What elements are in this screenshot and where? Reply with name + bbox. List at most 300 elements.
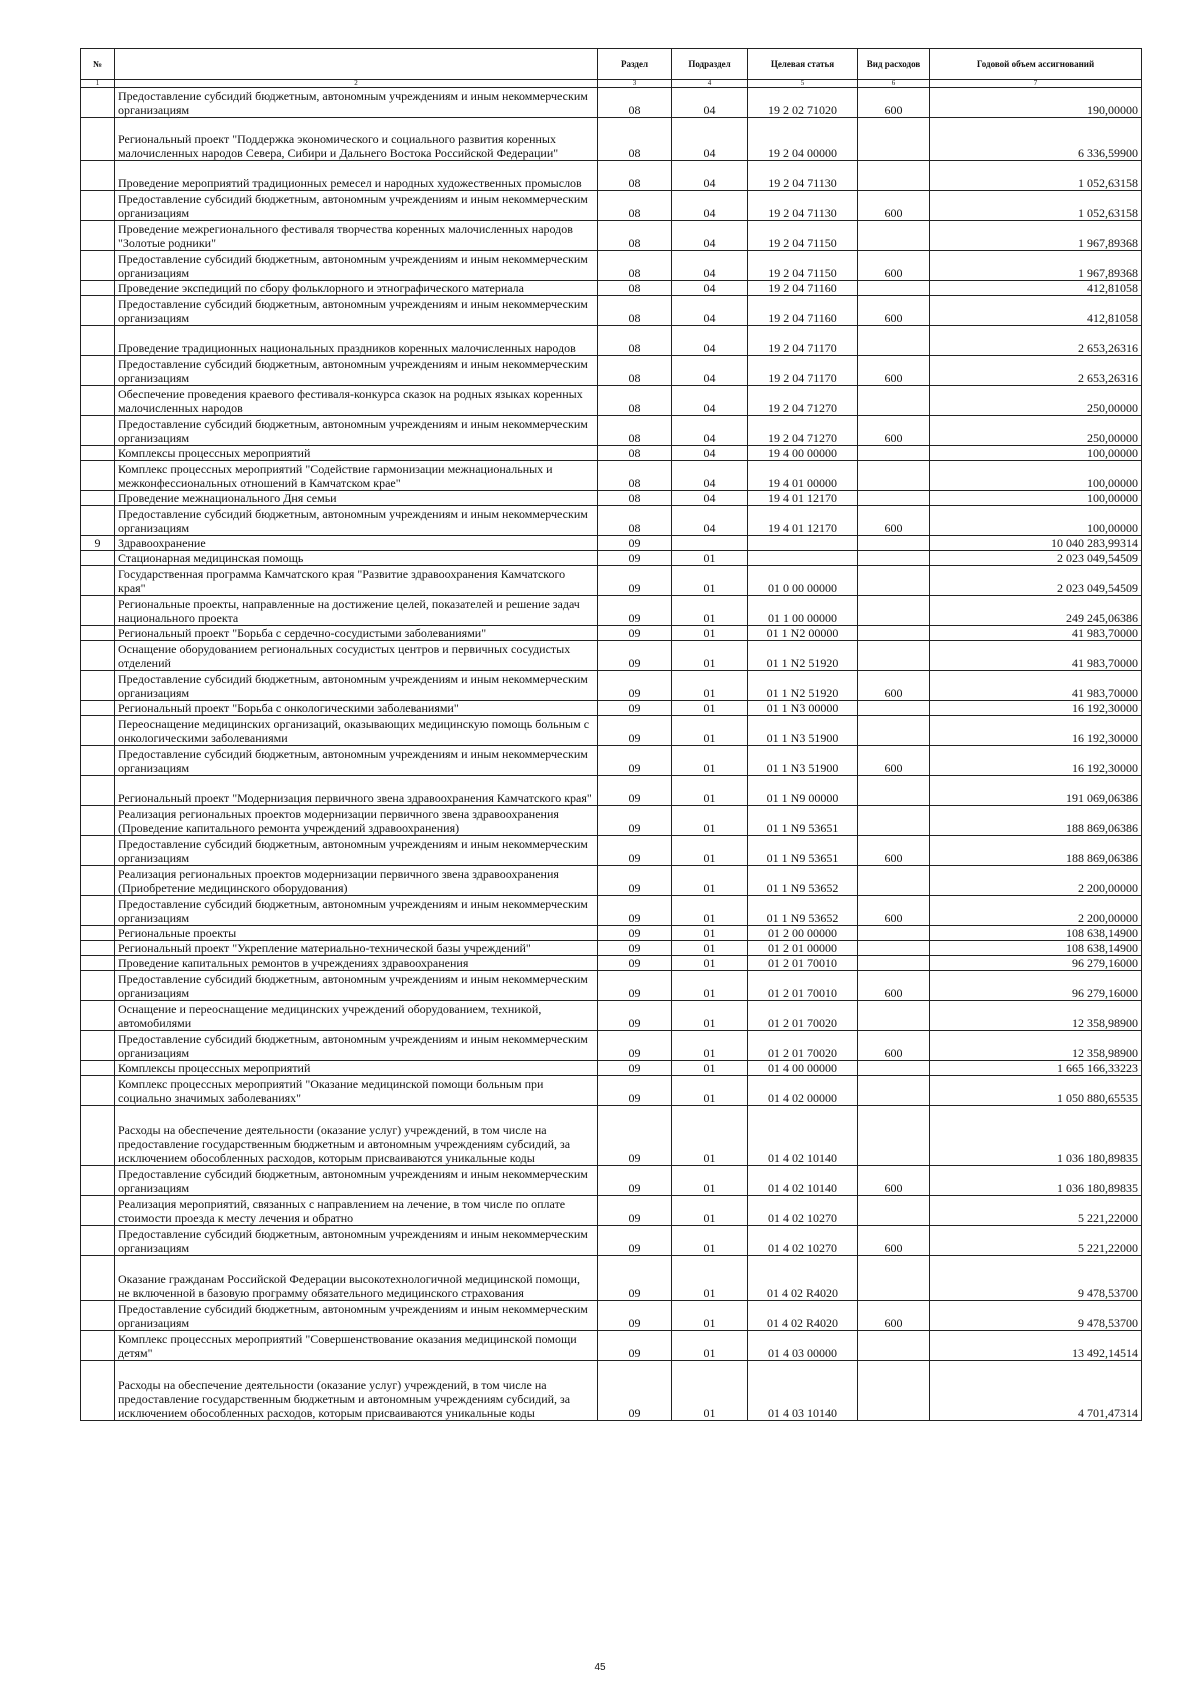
item-name: Реализация региональных проектов модернизации первичного звена здравоохранения (Проведение капитального ремонта учреждений здравоохранения) <box>115 806 598 836</box>
subsection-code: 04 <box>672 251 748 281</box>
row-number <box>81 1166 115 1196</box>
row-number <box>81 251 115 281</box>
table-row <box>81 118 1142 161</box>
item-name: Проведение межнационального Дня семьи <box>115 491 598 506</box>
table-row <box>81 326 1142 356</box>
item-name: Государственная программа Камчатского края "Развитие здравоохранения Камчатского края" <box>115 566 598 596</box>
expense-type-code <box>858 926 930 941</box>
target-article-code: 01 4 03 00000 <box>748 1331 858 1361</box>
row-number <box>81 221 115 251</box>
table-row <box>81 1031 1142 1061</box>
subsection-code: 01 <box>672 716 748 746</box>
table-row <box>81 88 1142 118</box>
expense-type-code <box>858 536 930 551</box>
item-name: Региональный проект "Модернизация первичного звена здравоохранения Камчатского края" <box>115 776 598 806</box>
row-number: 9 <box>81 536 115 551</box>
allocation-amount: 12 358,98900 <box>930 1001 1142 1031</box>
section-code: 09 <box>598 716 672 746</box>
subsection-code: 04 <box>672 416 748 446</box>
subsection-code: 04 <box>672 161 748 191</box>
target-article-code <box>748 551 858 566</box>
section-code: 08 <box>598 88 672 118</box>
subsection-code: 04 <box>672 356 748 386</box>
section-code: 09 <box>598 671 672 701</box>
expense-type-code: 600 <box>858 1301 930 1331</box>
expense-type-code <box>858 806 930 836</box>
row-number <box>81 1361 115 1421</box>
item-name: Реализация мероприятий, связанных с направлением на лечение, в том числе по оплате стоимости проезда к месту лечения и обратно <box>115 1196 598 1226</box>
section-code: 09 <box>598 971 672 1001</box>
subsection-code: 01 <box>672 641 748 671</box>
expense-type-code <box>858 326 930 356</box>
section-code: 09 <box>598 1061 672 1076</box>
header-target: Целевая статья <box>748 49 858 80</box>
target-article-code: 19 2 04 71160 <box>748 296 858 326</box>
item-name: Региональный проект "Борьба с сердечно-сосудистыми заболеваниями" <box>115 626 598 641</box>
table-row <box>81 551 1142 566</box>
column-index: 5 <box>748 80 858 88</box>
expense-type-code <box>858 281 930 296</box>
subsection-code: 01 <box>672 1361 748 1421</box>
table-row <box>81 956 1142 971</box>
table-row <box>81 251 1142 281</box>
subsection-code: 01 <box>672 866 748 896</box>
target-article-code: 01 2 01 70010 <box>748 956 858 971</box>
item-name: Предоставление субсидий бюджетным, автономным учреждениям и иным некоммерческим организациям <box>115 191 598 221</box>
allocation-amount: 1 665 166,33223 <box>930 1061 1142 1076</box>
allocation-amount: 249 245,06386 <box>930 596 1142 626</box>
table-row <box>81 641 1142 671</box>
column-index: 2 <box>115 80 598 88</box>
section-code: 09 <box>598 836 672 866</box>
expense-type-code: 600 <box>858 506 930 536</box>
expense-type-code: 600 <box>858 356 930 386</box>
table-row <box>81 386 1142 416</box>
allocation-amount: 13 492,14514 <box>930 1331 1142 1361</box>
target-article-code: 19 2 04 71150 <box>748 221 858 251</box>
allocation-amount: 12 358,98900 <box>930 1031 1142 1061</box>
row-number <box>81 716 115 746</box>
budget-allocation-table <box>80 48 1142 1421</box>
row-number <box>81 926 115 941</box>
expense-type-code <box>858 491 930 506</box>
allocation-amount: 4 701,47314 <box>930 1361 1142 1421</box>
item-name: Предоставление субсидий бюджетным, автономным учреждениям и иным некоммерческим организациям <box>115 836 598 866</box>
table-row <box>81 716 1142 746</box>
allocation-amount: 5 221,22000 <box>930 1196 1142 1226</box>
subsection-code: 01 <box>672 1256 748 1301</box>
expense-type-code <box>858 941 930 956</box>
row-number <box>81 701 115 716</box>
expense-type-code <box>858 716 930 746</box>
header-num: № <box>81 49 115 80</box>
item-name: Проведение традиционных национальных праздников коренных малочисленных народов <box>115 326 598 356</box>
item-name: Переоснащение медицинских организаций, оказывающих медицинскую помощь больным с онкологическими заболеваниями <box>115 716 598 746</box>
table-row <box>81 866 1142 896</box>
expense-type-code <box>858 596 930 626</box>
target-article-code: 01 1 N9 53651 <box>748 836 858 866</box>
target-article-code: 19 2 04 00000 <box>748 118 858 161</box>
subsection-code: 01 <box>672 626 748 641</box>
table-row <box>81 446 1142 461</box>
table-row <box>81 926 1142 941</box>
target-article-code: 01 4 02 R4020 <box>748 1256 858 1301</box>
target-article-code: 19 2 04 71130 <box>748 191 858 221</box>
table-row <box>81 896 1142 926</box>
allocation-amount: 2 200,00000 <box>930 866 1142 896</box>
target-article-code: 01 1 N3 51900 <box>748 746 858 776</box>
subsection-code: 01 <box>672 926 748 941</box>
expense-type-code: 600 <box>858 296 930 326</box>
item-name: Проведение экспедиций по сбору фольклорного и этнографического материала <box>115 281 598 296</box>
expense-type-code <box>858 1256 930 1301</box>
item-name: Предоставление субсидий бюджетным, автономным учреждениям и иным некоммерческим организациям <box>115 896 598 926</box>
table-row <box>81 1256 1142 1301</box>
allocation-amount: 96 279,16000 <box>930 971 1142 1001</box>
section-code: 09 <box>598 596 672 626</box>
allocation-amount: 1 967,89368 <box>930 221 1142 251</box>
section-code: 09 <box>598 701 672 716</box>
table-row <box>81 536 1142 551</box>
allocation-amount: 1 052,63158 <box>930 161 1142 191</box>
allocation-amount: 2 653,26316 <box>930 356 1142 386</box>
row-number <box>81 88 115 118</box>
table-row <box>81 1361 1142 1421</box>
expense-type-code: 600 <box>858 896 930 926</box>
target-article-code: 01 4 02 10140 <box>748 1106 858 1166</box>
row-number <box>81 461 115 491</box>
table-row <box>81 1226 1142 1256</box>
expense-type-code <box>858 161 930 191</box>
expense-type-code: 600 <box>858 251 930 281</box>
allocation-amount: 16 192,30000 <box>930 701 1142 716</box>
allocation-amount: 412,81058 <box>930 281 1142 296</box>
item-name: Оказание гражданам Российской Федерации высокотехнологичной медицинской помощи, не включенной в базовую программу обязательного медицинского страхования <box>115 1256 598 1301</box>
expense-type-code <box>858 956 930 971</box>
section-code: 09 <box>598 956 672 971</box>
subsection-code <box>672 536 748 551</box>
section-code: 08 <box>598 461 672 491</box>
item-name: Комплекс процессных мероприятий "Совершенствование оказания медицинской помощи детям" <box>115 1331 598 1361</box>
expense-type-code <box>858 626 930 641</box>
target-article-code: 01 2 01 70020 <box>748 1031 858 1061</box>
subsection-code: 04 <box>672 281 748 296</box>
table-row <box>81 1001 1142 1031</box>
subsection-code: 01 <box>672 596 748 626</box>
allocation-amount: 108 638,14900 <box>930 941 1142 956</box>
item-name: Проведение межрегионального фестиваля творчества коренных малочисленных народов "Золотые родники" <box>115 221 598 251</box>
target-article-code: 01 2 00 00000 <box>748 926 858 941</box>
section-code: 08 <box>598 491 672 506</box>
allocation-amount: 5 221,22000 <box>930 1226 1142 1256</box>
expense-type-code: 600 <box>858 836 930 866</box>
item-name: Предоставление субсидий бюджетным, автономным учреждениям и иным некоммерческим организациям <box>115 671 598 701</box>
expense-type-code: 600 <box>858 191 930 221</box>
allocation-amount: 100,00000 <box>930 491 1142 506</box>
table-row <box>81 1166 1142 1196</box>
expense-type-code <box>858 118 930 161</box>
row-number <box>81 641 115 671</box>
row-number <box>81 491 115 506</box>
item-name: Предоставление субсидий бюджетным, автономным учреждениям и иным некоммерческим организациям <box>115 296 598 326</box>
row-number <box>81 1256 115 1301</box>
table-row <box>81 1106 1142 1166</box>
table-row <box>81 746 1142 776</box>
row-number <box>81 1076 115 1106</box>
allocation-amount: 412,81058 <box>930 296 1142 326</box>
target-article-code: 19 4 00 00000 <box>748 446 858 461</box>
header-amount: Годовой объем ассигнований <box>930 49 1142 80</box>
table-row <box>81 1331 1142 1361</box>
table-row <box>81 836 1142 866</box>
allocation-amount: 41 983,70000 <box>930 641 1142 671</box>
row-number <box>81 866 115 896</box>
subsection-code: 01 <box>672 1106 748 1166</box>
expense-type-code <box>858 551 930 566</box>
item-name: Предоставление субсидий бюджетным, автономным учреждениям и иным некоммерческим организациям <box>115 746 598 776</box>
allocation-amount: 1 036 180,89835 <box>930 1106 1142 1166</box>
target-article-code: 01 1 N9 53652 <box>748 896 858 926</box>
section-code: 09 <box>598 806 672 836</box>
section-code: 08 <box>598 506 672 536</box>
item-name: Здравоохранение <box>115 536 598 551</box>
section-code: 09 <box>598 896 672 926</box>
subsection-code: 01 <box>672 701 748 716</box>
target-article-code: 01 4 02 R4020 <box>748 1301 858 1331</box>
allocation-amount: 191 069,06386 <box>930 776 1142 806</box>
allocation-amount: 250,00000 <box>930 416 1142 446</box>
row-number <box>81 566 115 596</box>
allocation-amount: 2 023 049,54509 <box>930 566 1142 596</box>
item-name: Предоставление субсидий бюджетным, автономным учреждениям и иным некоммерческим организациям <box>115 1226 598 1256</box>
item-name: Комплексы процессных мероприятий <box>115 1061 598 1076</box>
header-name <box>115 49 598 80</box>
allocation-amount: 100,00000 <box>930 446 1142 461</box>
section-code: 08 <box>598 356 672 386</box>
target-article-code: 01 1 N9 53652 <box>748 866 858 896</box>
allocation-amount: 1 050 880,65535 <box>930 1076 1142 1106</box>
subsection-code: 04 <box>672 446 748 461</box>
section-code: 08 <box>598 416 672 446</box>
row-number <box>81 956 115 971</box>
section-code: 08 <box>598 251 672 281</box>
header-section: Раздел <box>598 49 672 80</box>
allocation-amount: 96 279,16000 <box>930 956 1142 971</box>
target-article-code: 01 0 00 00000 <box>748 566 858 596</box>
expense-type-code <box>858 701 930 716</box>
target-article-code: 01 1 N2 00000 <box>748 626 858 641</box>
allocation-amount: 2 653,26316 <box>930 326 1142 356</box>
allocation-amount: 250,00000 <box>930 386 1142 416</box>
row-number <box>81 446 115 461</box>
item-name: Предоставление субсидий бюджетным, автономным учреждениям и иным некоммерческим организациям <box>115 1031 598 1061</box>
row-number <box>81 971 115 1001</box>
row-number <box>81 1226 115 1256</box>
row-number <box>81 416 115 446</box>
expense-type-code <box>858 1076 930 1106</box>
item-name: Реализация региональных проектов модернизации первичного звена здравоохранения (Приобретение медицинского оборудования) <box>115 866 598 896</box>
expense-type-code: 600 <box>858 416 930 446</box>
column-index: 7 <box>930 80 1142 88</box>
section-code: 08 <box>598 386 672 416</box>
table-body <box>81 88 1142 1421</box>
target-article-code: 01 1 N9 00000 <box>748 776 858 806</box>
item-name: Предоставление субсидий бюджетным, автономным учреждениям и иным некоммерческим организациям <box>115 356 598 386</box>
table-row <box>81 296 1142 326</box>
target-article-code: 19 2 04 71150 <box>748 251 858 281</box>
subsection-code: 01 <box>672 1301 748 1331</box>
subsection-code: 04 <box>672 326 748 356</box>
expense-type-code: 600 <box>858 1031 930 1061</box>
target-article-code: 19 2 04 71170 <box>748 356 858 386</box>
section-code: 09 <box>598 1226 672 1256</box>
subsection-code: 01 <box>672 776 748 806</box>
row-number <box>81 1106 115 1166</box>
allocation-amount: 41 983,70000 <box>930 626 1142 641</box>
allocation-amount: 100,00000 <box>930 461 1142 491</box>
target-article-code: 19 4 01 12170 <box>748 506 858 536</box>
expense-type-code <box>858 446 930 461</box>
subsection-code: 01 <box>672 671 748 701</box>
table-row <box>81 596 1142 626</box>
target-article-code: 01 4 00 00000 <box>748 1061 858 1076</box>
subsection-code: 04 <box>672 191 748 221</box>
subsection-code: 01 <box>672 1031 748 1061</box>
row-number <box>81 836 115 866</box>
expense-type-code: 600 <box>858 1166 930 1196</box>
allocation-amount: 16 192,30000 <box>930 746 1142 776</box>
allocation-amount: 1 036 180,89835 <box>930 1166 1142 1196</box>
table-row <box>81 416 1142 446</box>
header-subsection: Подраздел <box>672 49 748 80</box>
item-name: Комплекс процессных мероприятий "Оказание медицинской помощи больным при социально значимых заболеваниях" <box>115 1076 598 1106</box>
item-name: Региональный проект "Укрепление материально-технической базы учреждений" <box>115 941 598 956</box>
table-row <box>81 356 1142 386</box>
item-name: Обеспечение проведения краевого фестиваля-конкурса сказок на родных языках коренных малочисленных народов <box>115 386 598 416</box>
column-index: 4 <box>672 80 748 88</box>
allocation-amount: 190,00000 <box>930 88 1142 118</box>
subsection-code: 01 <box>672 896 748 926</box>
table-row <box>81 161 1142 191</box>
subsection-code: 01 <box>672 1001 748 1031</box>
row-number <box>81 671 115 701</box>
target-article-code: 19 2 02 71020 <box>748 88 858 118</box>
subsection-code: 01 <box>672 1331 748 1361</box>
subsection-code: 01 <box>672 566 748 596</box>
section-code: 09 <box>598 551 672 566</box>
allocation-amount: 188 869,06386 <box>930 806 1142 836</box>
section-code: 09 <box>598 1361 672 1421</box>
row-number <box>81 896 115 926</box>
item-name: Предоставление субсидий бюджетным, автономным учреждениям и иным некоммерческим организациям <box>115 416 598 446</box>
expense-type-code <box>858 221 930 251</box>
table-row <box>81 506 1142 536</box>
subsection-code: 04 <box>672 296 748 326</box>
row-number <box>81 941 115 956</box>
expense-type-code: 600 <box>858 1226 930 1256</box>
row-number <box>81 776 115 806</box>
section-code: 09 <box>598 1001 672 1031</box>
section-code: 09 <box>598 1031 672 1061</box>
table-row <box>81 971 1142 1001</box>
table-row <box>81 776 1142 806</box>
section-code: 09 <box>598 1331 672 1361</box>
section-code: 09 <box>598 941 672 956</box>
subsection-code: 04 <box>672 506 748 536</box>
target-article-code: 01 4 02 10140 <box>748 1166 858 1196</box>
item-name: Предоставление субсидий бюджетным, автономным учреждениям и иным некоммерческим организациям <box>115 971 598 1001</box>
row-number <box>81 1196 115 1226</box>
item-name: Проведение капитальных ремонтов в учреждениях здравоохранения <box>115 956 598 971</box>
table-row <box>81 671 1142 701</box>
subsection-code: 04 <box>672 491 748 506</box>
table-row <box>81 626 1142 641</box>
row-number <box>81 551 115 566</box>
expense-type-code: 600 <box>858 971 930 1001</box>
allocation-amount: 6 336,59900 <box>930 118 1142 161</box>
item-name: Предоставление субсидий бюджетным, автономным учреждениям и иным некоммерческим организациям <box>115 1166 598 1196</box>
target-article-code: 19 4 01 00000 <box>748 461 858 491</box>
subsection-code: 01 <box>672 956 748 971</box>
item-name: Региональные проекты, направленные на достижение целей, показателей и решение задач национального проекта <box>115 596 598 626</box>
subsection-code: 04 <box>672 386 748 416</box>
column-index: 6 <box>858 80 930 88</box>
expense-type-code <box>858 386 930 416</box>
subsection-code: 01 <box>672 1061 748 1076</box>
item-name: Региональный проект "Поддержка экономического и социального развития коренных малочисленных народов Севера, Сибири и Дальнего Востока Российской Федерации" <box>115 118 598 161</box>
target-article-code: 01 4 03 10140 <box>748 1361 858 1421</box>
target-article-code: 19 2 04 71160 <box>748 281 858 296</box>
section-code: 09 <box>598 1301 672 1331</box>
target-article-code: 01 1 N2 51920 <box>748 671 858 701</box>
section-code: 09 <box>598 746 672 776</box>
expense-type-code <box>858 1331 930 1361</box>
item-name: Оснащение оборудованием региональных сосудистых центров и первичных сосудистых отделений <box>115 641 598 671</box>
header-expense-type: Вид расходов <box>858 49 930 80</box>
target-article-code: 19 2 04 71170 <box>748 326 858 356</box>
expense-type-code <box>858 461 930 491</box>
subsection-code: 01 <box>672 941 748 956</box>
row-number <box>81 191 115 221</box>
target-article-code: 19 2 04 71130 <box>748 161 858 191</box>
section-code: 08 <box>598 296 672 326</box>
allocation-amount: 9 478,53700 <box>930 1301 1142 1331</box>
row-number <box>81 118 115 161</box>
expense-type-code: 600 <box>858 746 930 776</box>
row-number <box>81 326 115 356</box>
target-article-code: 01 4 02 00000 <box>748 1076 858 1106</box>
table-row <box>81 806 1142 836</box>
expense-type-code <box>858 1196 930 1226</box>
target-article-code: 01 4 02 10270 <box>748 1196 858 1226</box>
section-code: 09 <box>598 866 672 896</box>
expense-type-code: 600 <box>858 671 930 701</box>
row-number <box>81 506 115 536</box>
subsection-code: 04 <box>672 221 748 251</box>
section-code: 09 <box>598 536 672 551</box>
section-code: 08 <box>598 221 672 251</box>
section-code: 09 <box>598 1166 672 1196</box>
row-number <box>81 1331 115 1361</box>
section-code: 08 <box>598 161 672 191</box>
row-number <box>81 626 115 641</box>
allocation-amount: 16 192,30000 <box>930 716 1142 746</box>
row-number <box>81 746 115 776</box>
target-article-code: 01 1 N3 00000 <box>748 701 858 716</box>
subsection-code: 04 <box>672 118 748 161</box>
expense-type-code <box>858 776 930 806</box>
section-code: 09 <box>598 626 672 641</box>
